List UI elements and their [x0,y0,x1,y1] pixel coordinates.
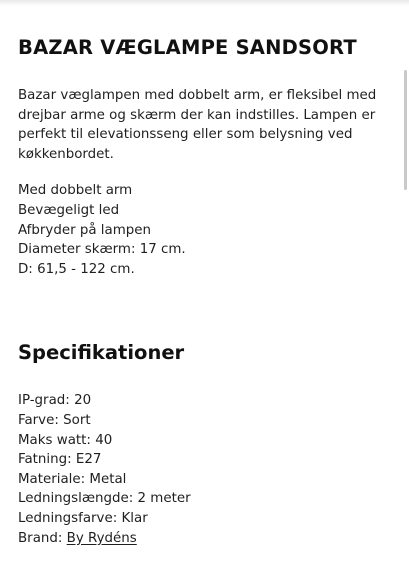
spec-row-color [18,411,390,431]
feature-item: D: 61,5 - 122 cm. [18,261,135,277]
feature-item: Med dobbelt arm [18,183,133,199]
spec-row-cord-color [18,509,390,529]
spec-row-ip-grade [18,391,390,411]
feature-item: Diameter skærm: 17 cm. [18,242,186,258]
spec-label: IP-grad: [18,393,70,409]
spec-row-max-watt [18,431,390,451]
scrollbar[interactable] [404,70,407,190]
feature-list [18,181,390,279]
product-description: Bazar væglampen med dobbelt arm, er fleksibel med drejbar arme og skærm der kan indstilles. Lampen er perfekt til elevationsseng eller som belysning ved køkkenbordet. [18,88,377,162]
spec-value: 20 [74,393,92,409]
feature-item: Bevægeligt led [18,202,120,218]
spec-value: 40 [95,432,113,448]
top-edge-shadow [0,0,409,6]
brand-link[interactable]: By Rydéns [66,530,137,546]
spec-value: Sort [63,412,91,428]
spec-value: E27 [75,452,102,468]
spec-label: Brand: [18,530,63,546]
spec-label: Ledningsfarve: [18,510,118,526]
spec-label: Ledningslængde: [18,491,134,507]
spec-row-brand [18,529,390,549]
specifications-heading: Specifikationer [18,341,185,365]
spec-value: Klar [121,510,148,526]
spec-row-socket [18,450,390,470]
spec-row-cord-length [18,489,390,509]
spec-label: Fatning: [18,452,72,468]
spec-label: Farve: [18,412,59,428]
product-details [18,34,390,548]
spec-row-material [18,470,390,490]
spec-label: Maks watt: [18,432,91,448]
product-title: BAZAR VÆGLAMPE SANDSORT [18,36,357,59]
spec-label: Materiale: [18,471,86,487]
specification-list [18,391,390,548]
feature-item: Afbryder på lampen [18,222,151,238]
spec-value: 2 meter [137,491,191,507]
spec-value: Metal [89,471,127,487]
